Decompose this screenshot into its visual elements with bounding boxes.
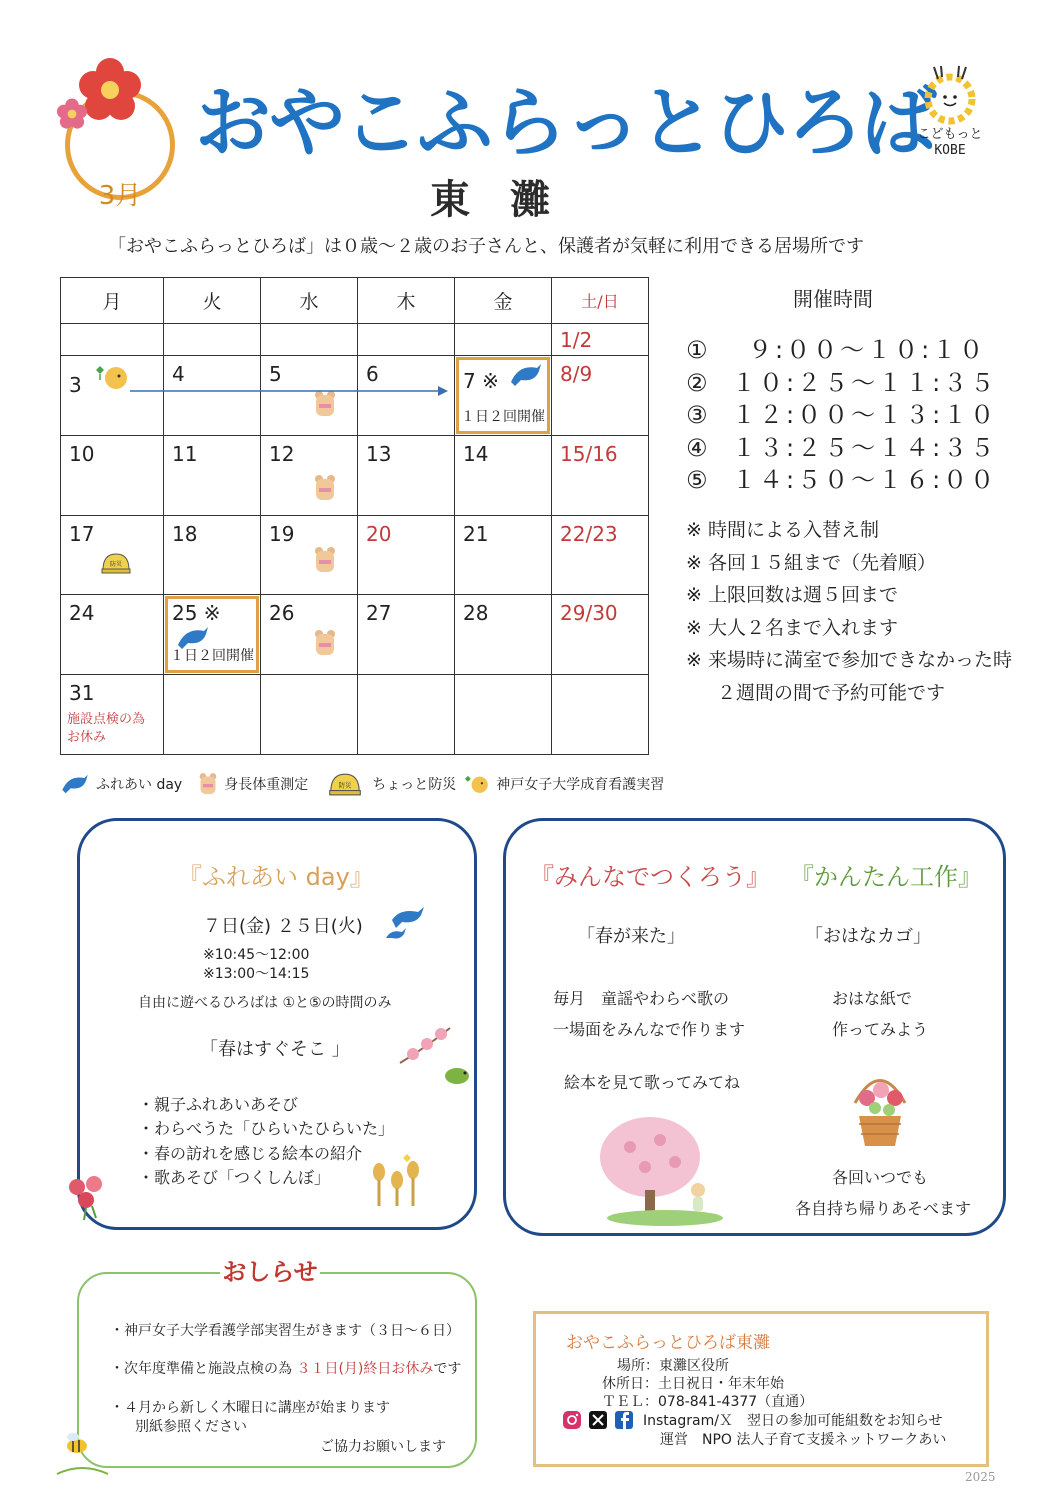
hours-slot [686, 460, 997, 493]
calendar-cell [164, 595, 261, 675]
calendar-cell [61, 595, 164, 675]
bear-measure-icon [313, 474, 337, 502]
calendar-cell [164, 516, 261, 595]
craft-right-title: 「おはなカゴ」 [805, 926, 931, 947]
legend-measure: 身長体重測定 [224, 777, 309, 793]
legend-fureai: ふれあい day [96, 777, 183, 793]
bosai-helmet-icon [101, 552, 131, 574]
calendar-week3-row [61, 516, 649, 595]
craft-left-line: 一場面をみんなで作ります [553, 1020, 746, 1039]
fureai-theme: 「春はすぐそこ 」 [200, 1039, 350, 1060]
dolphin-icon [60, 773, 90, 795]
day-number: 10 [69, 442, 95, 466]
day-number: 1/2 [560, 328, 593, 352]
notice-closure-date: ３１日(月)終日お休み [296, 1361, 434, 1377]
day-number: 28 [463, 601, 489, 625]
facebook-icon[interactable] [614, 1410, 634, 1430]
weekday-weekend: 土/日 [552, 278, 649, 324]
day-number: 12 [269, 442, 295, 466]
calendar-cell [455, 675, 552, 755]
slot-number: ① [686, 336, 711, 364]
day-number: 5 [269, 362, 282, 386]
location-title: 東灘 [430, 176, 590, 223]
weekday-wed: 水 [261, 278, 358, 324]
rule-note: ※ 大人２名まで入れます [686, 616, 898, 639]
nursing-period-arrow [130, 384, 450, 398]
legend-nursing: 神戸女子大学成育看護実習 [496, 777, 665, 793]
hours-title: 開催時間 [793, 287, 873, 311]
nursing-student-chick-icon [92, 362, 130, 392]
calendar-cell [261, 436, 358, 516]
calendar-cell [552, 516, 649, 595]
day-number: 26 [269, 601, 295, 625]
instagram-icon[interactable] [562, 1410, 582, 1430]
bosai-helmet-label: 防災 [338, 781, 352, 790]
calendar-cell [261, 675, 358, 755]
page-title: おやこふらっとひろば [195, 78, 935, 167]
month-badge [55, 55, 185, 211]
hours-slot [686, 363, 997, 396]
flower-bouquet-icon [62, 1172, 112, 1222]
fureai-time2: ※13:00〜14:15 [203, 966, 310, 982]
fureai-time1: ※10:45〜12:00 [203, 947, 310, 963]
notice-item-closure [110, 1358, 461, 1378]
nursing-student-chick-icon [462, 772, 490, 796]
fureai-item: ・歌あそび「つくしんぼ」 [138, 1168, 331, 1187]
calendar-cell [552, 356, 649, 436]
calendar-week0-row [61, 324, 649, 356]
fureai-item: ・親子ふれあいあそび [138, 1095, 299, 1114]
rule-note: ※ 来場時に満室で参加できなかった時 [686, 649, 1012, 671]
intro-text: 「おやこふらっとひろば」は０歳〜２歳のお子さんと、保護者が気軽に利用できる居場所です [108, 236, 864, 257]
closed-note-line2: お休み [67, 730, 107, 745]
notice-closure-prefix: ・次年度準備と施設点検の為 [110, 1361, 297, 1377]
calendar-cell [261, 516, 358, 595]
day-number: 19 [269, 522, 295, 546]
day-number: 20 [366, 522, 392, 546]
calendar-header-row [61, 278, 649, 324]
small-blossom-icon [55, 97, 89, 131]
calendar-cell [358, 324, 455, 356]
bear-measure-icon [198, 772, 218, 796]
hours-slot [686, 395, 997, 428]
calendar-cell [552, 675, 649, 755]
slot-time: １４:５０〜１６:００ [732, 466, 998, 494]
twice-label: １日２回開催 [170, 648, 254, 664]
calendar-table [60, 277, 649, 755]
calendar-cell [455, 516, 552, 595]
facility-place: 場所：東灘区役所 [617, 1358, 729, 1374]
calendar-cell [552, 324, 649, 356]
month-label: 3月 [98, 181, 142, 211]
slot-number: ③ [686, 401, 711, 429]
bear-measure-icon [313, 629, 337, 657]
dolphins-icon [382, 906, 432, 942]
fureai-dates: ７日(金) ２５日(火) [203, 916, 363, 937]
closed-note-line1: 施設点検の為 [67, 712, 146, 727]
craft-left-line: 絵本を見て歌ってみてね [564, 1073, 741, 1092]
day-25: 25 ※ [172, 601, 221, 625]
calendar-cell [164, 675, 261, 755]
calendar-cell [61, 324, 164, 356]
fureai-item: ・春の訪れを感じる絵本の紹介 [138, 1144, 363, 1163]
day-number: 14 [463, 442, 489, 466]
day-number: 24 [69, 601, 95, 625]
calendar-cell [61, 516, 164, 595]
smiley-sun-icon [910, 65, 990, 125]
calendar-cell [61, 675, 164, 755]
facility-operator: 運営 NPO 法人子育て支援ネットワークあい [660, 1432, 947, 1448]
calendar-week5-row [61, 675, 649, 755]
rule-note: ※ 各回１５組まで（先着順） [686, 551, 936, 574]
day-number: 13 [366, 442, 392, 466]
day-7: 7 ※ [463, 369, 499, 393]
facility-name: おやこふらっとひろば東灘 [566, 1333, 770, 1353]
hours-list [686, 330, 997, 493]
day-number: 6 [366, 362, 379, 386]
fureai-item: ・わらべうた「ひらいたひらいた」 [138, 1119, 395, 1138]
sns-icons [562, 1410, 634, 1430]
rule-note: ※ 時間による入替え制 [686, 519, 879, 541]
calendar-cell [552, 436, 649, 516]
slot-number: ④ [686, 433, 711, 462]
craft-left-line: 毎月 童謡やわらべ歌の [553, 989, 730, 1008]
calendar-cell [552, 595, 649, 675]
day-number: 8/9 [560, 362, 593, 386]
craft-right-line: 作ってみよう [832, 1020, 929, 1039]
cherry-branch-bird-icon [395, 1018, 480, 1093]
weekday-mon: 月 [61, 278, 164, 324]
calendar-cell [164, 324, 261, 356]
day-number: 11 [172, 442, 198, 466]
x-icon[interactable] [588, 1410, 608, 1430]
day-number: 4 [172, 362, 185, 386]
notice-title: おしらせ [220, 1252, 320, 1292]
hours-slot [686, 428, 997, 461]
craft-right-line: 各自持ち帰りあそべます [795, 1199, 972, 1218]
fureai-heading: 『ふれあい day』 [178, 863, 374, 891]
notice-closing: ご協力お願いします [320, 1439, 446, 1455]
weekday-tue: 火 [164, 278, 261, 324]
sns-note: Instagram/Ｘ 翌日の参加可能組数をお知らせ [643, 1413, 943, 1429]
day-number: 17 [69, 522, 95, 546]
calendar-cell [455, 356, 552, 436]
weekday-thu: 木 [358, 278, 455, 324]
slot-time: ９:００〜１０:１０ [748, 336, 987, 364]
day-number: 27 [366, 601, 392, 625]
calendar-cell [358, 675, 455, 755]
twice-label: １日２回開催 [461, 409, 545, 425]
logo-text-line2: KOBE [934, 143, 966, 158]
calendar-legend [60, 772, 664, 796]
calendar-week4-row [61, 595, 649, 675]
flower-basket-illustration [845, 1058, 915, 1150]
free-play-note: 自由に遊べるひろばは ①と⑤の時間のみ [138, 995, 392, 1011]
craft-right-line: 各回いつでも [832, 1168, 929, 1187]
bear-measure-icon [313, 546, 337, 574]
slot-time: １２:００〜１３:１０ [732, 401, 998, 429]
footer-year: 2025 [965, 1470, 996, 1484]
notice-item: 別紙参照ください [135, 1419, 247, 1435]
calendar-cell [358, 595, 455, 675]
craft-right-line: おはな紙で [832, 989, 913, 1008]
legend-bosai: ちょっと防災 [372, 777, 457, 793]
day-number: 18 [172, 522, 198, 546]
day-number: 15/16 [560, 442, 618, 466]
craft-heading-left: 『みんなでつくろう』 [530, 863, 770, 891]
bosai-helmet-label: 防災 [109, 561, 123, 568]
notice-item: ・４月から新しく木曜日に講座が始まります [110, 1400, 390, 1416]
day-number: 21 [463, 522, 489, 546]
calendar-cell [261, 595, 358, 675]
calendar-week2-row [61, 436, 649, 516]
calendar-cell [261, 324, 358, 356]
slot-time: １０:２５〜１１:３５ [732, 368, 998, 397]
kobe-logo-text [910, 127, 990, 159]
day-number: 29/30 [560, 601, 618, 625]
kodomotto-kobe-logo [910, 65, 990, 165]
slot-number: ⑤ [686, 466, 711, 494]
rule-note: ２週間の間で予約可能です [717, 681, 946, 704]
slot-time: １３:２５〜１４:３５ [732, 433, 998, 462]
day-3: 3 [69, 373, 82, 397]
craft-heading-right: 『かんたん工作』 [790, 863, 982, 891]
weekday-fri: 金 [455, 278, 552, 324]
notice-item: ・神戸女子大学看護学部実習生がきます（３日〜６日） [110, 1323, 460, 1339]
hours-slot [686, 330, 997, 363]
rule-note: ※ 上限回数は週５回まで [686, 584, 898, 606]
day-number: 22/23 [560, 522, 618, 546]
tsukushi-sprouts-icon [365, 1150, 425, 1210]
calendar-cell [61, 436, 164, 516]
closed-note [67, 711, 145, 747]
cherry-tree-illustration [590, 1112, 725, 1227]
calendar-cell [164, 436, 261, 516]
bee-flowers-icon [55, 1428, 110, 1478]
rules-notes [686, 515, 1012, 710]
calendar-cell [358, 436, 455, 516]
calendar-cell [455, 595, 552, 675]
slot-number: ② [686, 368, 711, 397]
logo-text-line1: こどもっと [917, 127, 983, 142]
calendar-cell [455, 436, 552, 516]
calendar-cell [358, 516, 455, 595]
notice-closure-suffix: です [433, 1361, 462, 1377]
day-number: 31 [69, 681, 95, 705]
bosai-helmet-icon [328, 772, 362, 796]
facility-holidays: 休所日：土日祝日・年末年始 [602, 1376, 784, 1392]
facility-tel: ＴＥＬ：078-841-4377（直通） [602, 1394, 814, 1410]
craft-left-title: 「春が来た」 [577, 926, 685, 947]
calendar-cell [455, 324, 552, 356]
